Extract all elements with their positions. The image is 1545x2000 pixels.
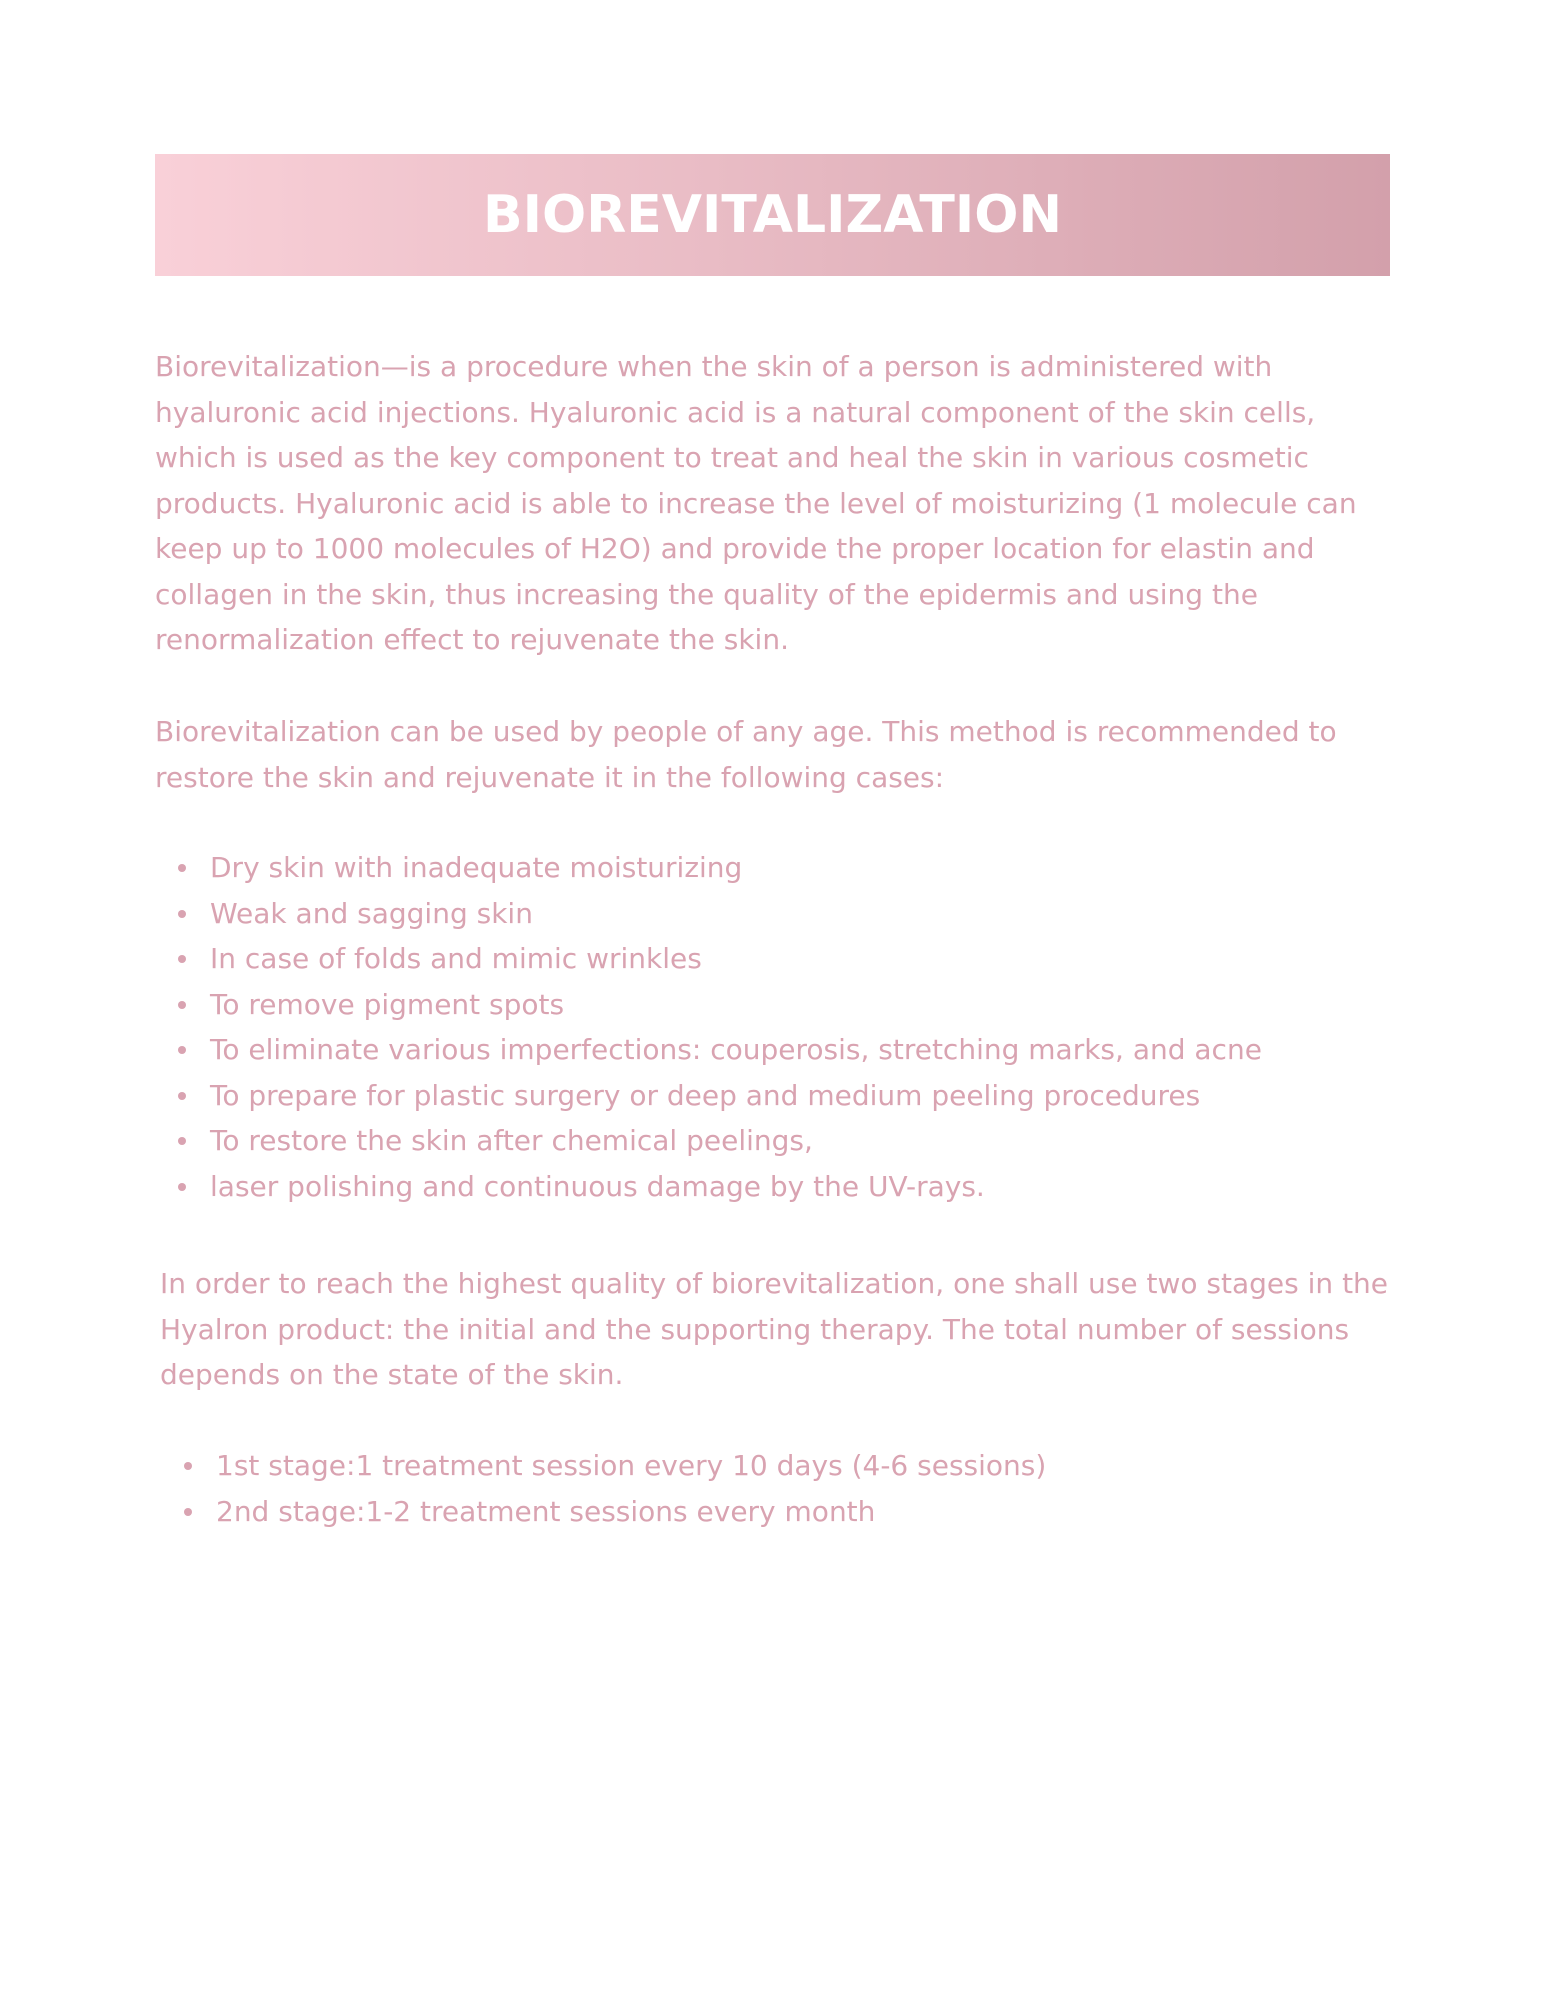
- list-item: [182, 1489, 1046, 1535]
- list-item: [182, 1443, 1046, 1489]
- bullet-icon: [184, 1462, 192, 1470]
- list-item-text: 2nd stage:1-2 treatment sessions every month: [216, 1494, 876, 1528]
- stages-list: [182, 1443, 1046, 1534]
- list-item: [176, 1027, 1262, 1073]
- list-item-text: To eliminate various imperfections: couperosis, stretching marks, and acne: [210, 1033, 1262, 1066]
- list-item-text: To restore the skin after chemical peelings,: [210, 1124, 813, 1157]
- bullet-icon: [178, 1183, 186, 1191]
- bullet-icon: [184, 1508, 192, 1516]
- usage-paragraph: Biorevitalization can be used by people of any age. This method is recommended to restore the skin and rejuvenate it in the following cases:: [155, 715, 1337, 794]
- bullet-icon: [178, 1092, 186, 1100]
- bullet-icon: [178, 864, 186, 872]
- list-item-text: To prepare for plastic surgery or deep and medium peeling procedures: [210, 1078, 1201, 1112]
- bullet-icon: [178, 1137, 186, 1145]
- list-item: [176, 982, 1262, 1028]
- list-item-text: In case of folds and mimic wrinkles: [210, 942, 702, 975]
- bullet-icon: [178, 1001, 186, 1009]
- list-item: [176, 1118, 1262, 1164]
- list-item-text: To remove pigment spots: [210, 987, 565, 1021]
- list-item-text: laser polishing and continuous damage by the UV-rays.: [210, 1169, 985, 1203]
- list-item: [176, 1164, 1262, 1210]
- list-item: [176, 1073, 1262, 1119]
- list-item-text: 1st stage:1 treatment session every 10 days (4-6 sessions): [216, 1449, 1047, 1482]
- list-item: [176, 845, 1262, 891]
- title-banner: [155, 154, 1390, 276]
- list-item-text: Dry skin with inadequate moisturizing: [210, 851, 743, 884]
- bullet-icon: [178, 1046, 186, 1054]
- stages-paragraph: In order to reach the highest quality of biorevitalization, one shall use two stages in the Hyalron product: the initial and the supporting therapy. The total number of sessions depends on the state of the skin.: [160, 1267, 1389, 1391]
- list-item: [176, 891, 1262, 937]
- cases-list: [176, 845, 1262, 1209]
- bullet-icon: [178, 955, 186, 963]
- list-item-text: Weak and sagging skin: [210, 896, 533, 930]
- intro-paragraph: Biorevitalization—is a procedure when the skin of a person is administered with hyaluronic acid injections. Hyaluronic acid is a natural component of the skin cells, which is used as the key component to treat and heal the skin in various cosmetic products. Hyaluronic acid is able to increase the level of moisturizing (1 molecule can keep up to 1000 molecules of H2O) and provide the proper location for elastin and collagen in the skin, thus increasing the quality of the epidermis and using the renormalization effect to rejuvenate the skin.: [155, 350, 1357, 656]
- page-title: BIOREVITALIZATION: [483, 185, 1062, 245]
- bullet-icon: [178, 910, 186, 918]
- list-item: [176, 936, 1262, 982]
